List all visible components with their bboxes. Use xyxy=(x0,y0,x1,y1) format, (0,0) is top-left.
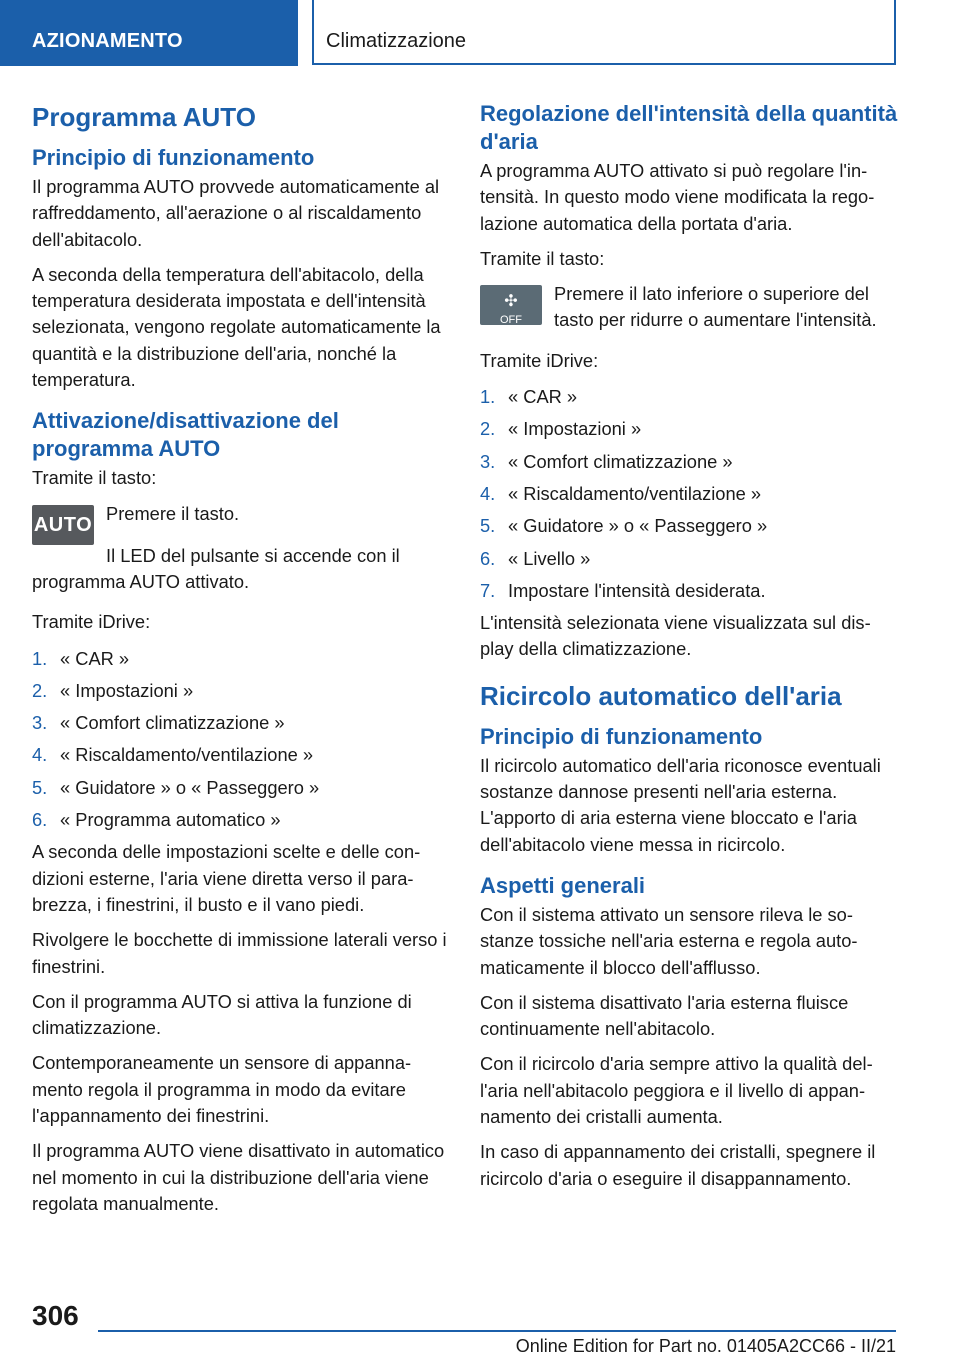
section-tab: AZIONAMENTO xyxy=(0,0,298,66)
paragraph: A seconda delle impostazioni scelte e delle condizioni esterne, l'aria viene diretta verso il parabrezza, i finestrini, il busto e il vano piedi. xyxy=(32,841,421,915)
fan-icon: ✣ xyxy=(504,293,518,311)
topic-label: Climatizzazione xyxy=(326,30,467,52)
list-item: 2. « Impostazioni » xyxy=(480,418,642,440)
list-item: 2. « Impostazioni » xyxy=(32,679,194,701)
paragraph: Il LED del pulsante si accende con il programma AUTO attivato. xyxy=(32,544,400,592)
page-header xyxy=(0,0,960,66)
paragraph: Il programma AUTO viene disattivato in automatico nel momento in cui la distribuzione dell'aria viene regolata manualmente. xyxy=(32,1140,445,1214)
idrive-steps xyxy=(32,646,450,834)
key-instruction-text: Premere il tasto. xyxy=(106,502,240,524)
paragraph: Il programma AUTO provvede automaticamente al raffreddamento, all'aerazione o al riscaldamento dell'abitacolo. xyxy=(32,176,440,250)
paragraph: Tramite il tasto: xyxy=(32,467,157,489)
paragraph: Con il programma AUTO si attiva la funzione di climatizzazione. xyxy=(32,990,412,1039)
list-item: 1. « CAR » xyxy=(480,386,578,408)
paragraph: A programma AUTO attivato si può regolare l'intensità. In questo modo viene modificata la regolazione automatica della portata d'aria. xyxy=(480,160,875,234)
topic-tab xyxy=(312,0,896,65)
list-item: 3. « Comfort climatizzazione » xyxy=(32,712,285,734)
list-item: 1. « CAR » xyxy=(32,647,130,669)
paragraph: In caso di appannamento dei cristalli, spegnere il ricircolo d'aria o eseguire il disappannamento. xyxy=(480,1141,876,1189)
idrive-steps xyxy=(480,384,898,604)
list-item: 5. « Guidatore » o « Passeggero » xyxy=(32,776,320,798)
section-title: Programma AUTO xyxy=(32,102,256,132)
paragraph: Tramite iDrive: xyxy=(32,611,151,633)
auto-key-icon: AUTO xyxy=(32,505,94,545)
fan-key-icon xyxy=(480,285,542,325)
list-item: 3. « Comfort climatizzazione » xyxy=(480,450,733,472)
paragraph: Tramite iDrive: xyxy=(480,349,599,371)
list-item: 4. « Riscaldamento/ventilazione » xyxy=(32,744,314,766)
subheading-principle: Principio di funzionamento xyxy=(480,723,763,749)
list-item: 6. « Programma automatico » xyxy=(32,809,281,831)
paragraph: Tramite il tasto: xyxy=(480,247,605,269)
subheading-activation: Attivazione/disattivazione del programma AUTO xyxy=(32,408,339,462)
paragraph: A seconda della temperatura dell'abitacolo, della temperatura desiderata impostata e dell'intensità selezionata, vengono regolate automaticamente la quantità e la distribuzione dell'aria, nonché la temperatura. xyxy=(32,263,441,391)
key-instruction xyxy=(480,281,898,334)
edition-note: Online Edition for Part no. 01405A2CC66 - II/21 xyxy=(515,1336,896,1356)
paragraph: Il ricircolo automatico dell'aria riconosce eventuali sostanze dannose presenti nell'aria esterna. L'apporto di aria esterna viene bloccato e l'aria dell'abitacolo viene messa in ricircolo. xyxy=(480,754,881,855)
fan-off-label: OFF xyxy=(500,314,522,327)
list-item: 6. « Livello » xyxy=(480,547,591,569)
key-instruction-text: Premere il lato inferiore o superiore del tasto per ridurre o aumentare l'intensità. xyxy=(554,283,877,331)
list-item: 4. « Riscaldamento/ventilazione » xyxy=(480,482,762,504)
paragraph: Con il sistema attivato un sensore rileva le sostanze tossiche nell'aria esterna e regola automaticamente il blocco dell'afflusso. xyxy=(480,903,858,978)
left-column xyxy=(32,100,450,1226)
subheading-principle: Principio di funzionamento xyxy=(32,145,315,170)
paragraph: Rivolgere le bocchette di immissione laterali verso i finestrini. xyxy=(32,929,447,977)
section-title: Ricircolo automatico dell'aria xyxy=(480,680,842,711)
paragraph: Con il sistema disattivato l'aria esterna fluisce continuamente nell'abitacolo. xyxy=(480,991,849,1040)
right-column xyxy=(480,100,898,1201)
footer-divider xyxy=(98,1330,896,1332)
key-instruction xyxy=(32,501,450,545)
list-item: 5. « Guidatore » o « Passeggero » xyxy=(480,515,768,537)
subheading-intensity: Regolazione dell'intensità della quantità d'aria xyxy=(480,101,898,154)
subheading-general: Aspetti generali xyxy=(480,872,646,898)
paragraph: L'intensità selezionata viene visualizzata sul display della climatizzazione. xyxy=(480,612,871,660)
paragraph: Contemporaneamente un sensore di appannamento regola il programma in modo da evitare l'appannamento dei finestrini. xyxy=(32,1052,412,1127)
list-item: 7. Impostare l'intensità desiderata. xyxy=(480,579,766,601)
page-number: 306 xyxy=(32,1300,79,1331)
paragraph: Con il ricircolo d'aria sempre attivo la qualità dell'aria nell'abitacolo peggiora e il livello di appannamento dei cristalli aumenta. xyxy=(480,1053,873,1128)
